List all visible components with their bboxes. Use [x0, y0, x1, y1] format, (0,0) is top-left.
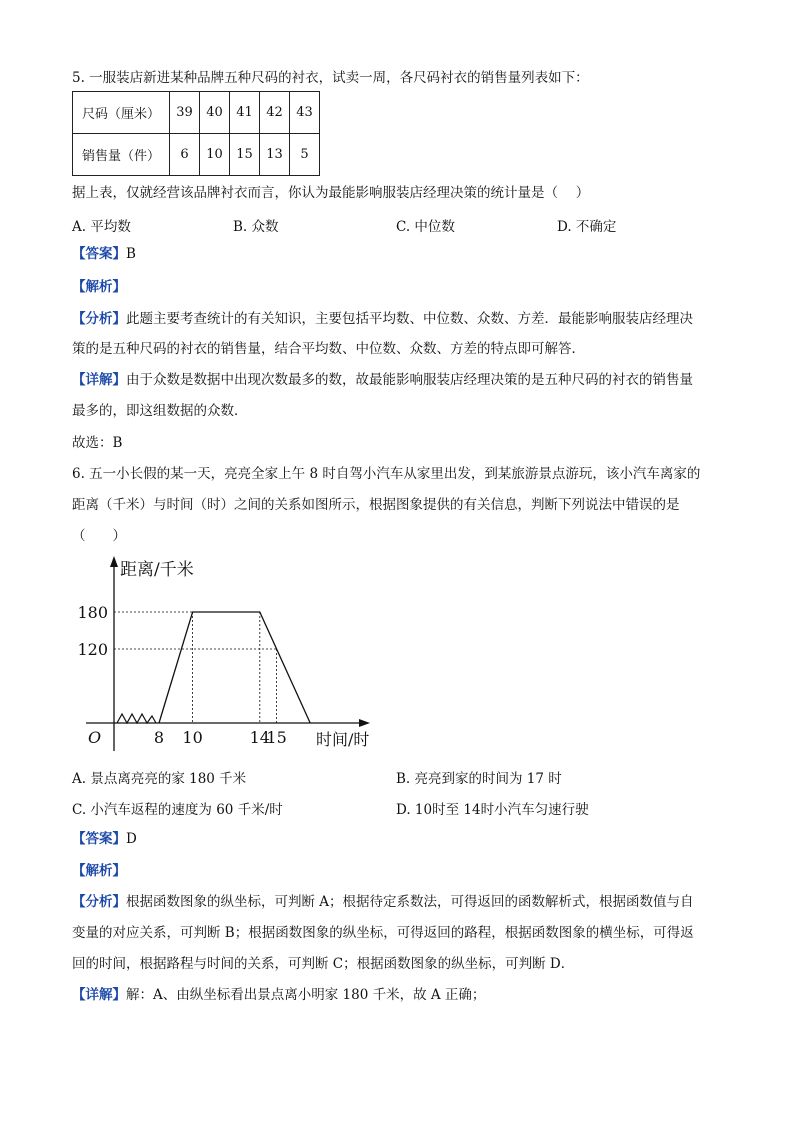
- analysis-tag: 【解析】: [72, 863, 126, 879]
- answer-value: B: [126, 246, 136, 262]
- q6-stem-line-3: （ ）: [72, 528, 126, 544]
- q6-analysis-heading: [72, 862, 126, 880]
- table-cell: 41: [230, 92, 260, 134]
- q5-option-c: C. 中位数: [396, 219, 455, 235]
- q6-stem-line-1: 6. 五一小长假的某一天，亮亮全家上午 8 时自驾小汽车从家里出发，到某旅游景点游玩，该小汽车离家的: [72, 466, 701, 482]
- table-cell: 39: [170, 92, 200, 134]
- q5-question: 据上表，仅就经营该品牌衬衣而言，你认为最能影响服装店经理决策的统计量是（ ）: [72, 185, 590, 201]
- fenxi-tag: 【分析】: [72, 311, 126, 327]
- table-cell: 10: [200, 134, 230, 176]
- q5-xiangjie-line-2: 最多的，即这组数据的众数．: [72, 403, 248, 419]
- xiangjie-tag: 【详解】: [72, 372, 126, 388]
- x-tick-label: 10: [182, 728, 203, 747]
- analysis-tag: 【解析】: [72, 279, 126, 295]
- fenxi-tag: 【分析】: [72, 894, 126, 910]
- table-header-cell: 尺码（厘米）: [73, 92, 170, 134]
- q6-option-a: A. 景点离亮亮的家 180 千米: [72, 771, 247, 787]
- distance-series-line: [159, 612, 310, 723]
- q6-fenxi-line-3: 回的时间，根据路程与时间的关系，可判断 C；根据函数图象的纵坐标，可判断 D．: [72, 956, 575, 972]
- q5-option-a: A. 平均数: [72, 219, 131, 235]
- xiangjie-tag: 【详解】: [72, 987, 126, 1003]
- x-tick-labels: [154, 728, 287, 747]
- table-cell: 15: [230, 134, 260, 176]
- xiangjie-text: 由于众数是数据中出现次数最多的数，故最能影响服装店经理决策的是五种尺码的衬衣的销售量: [126, 372, 693, 388]
- y-axis-arrow: [110, 556, 118, 567]
- table-row: [73, 92, 320, 134]
- q5-analysis-heading: [72, 278, 126, 296]
- q6-stem-line-2: 距离（千米）与时间（时）之间的关系如图所示，根据图象提供的有关信息，判断下列说法中错误的是: [72, 497, 680, 513]
- table-cell: 13: [260, 134, 290, 176]
- q5-stem: 5. 一服装店新进某种品牌五种尺码的衬衣，试卖一周，各尺码衬衣的销售量列表如下：: [72, 70, 589, 86]
- q6-fenxi-line-2: 变量的对应关系，可判断 B；根据函数图象的纵坐标，可得返回的路程，根据函数图象的横坐标，可得返: [72, 925, 694, 941]
- q5-fenxi-line-2: 策的是五种尺码的衬衣的销售量，结合平均数、中位数、众数、方差的特点即可解答．: [72, 341, 585, 357]
- axis-break-zigzag: [117, 714, 156, 723]
- fenxi-text: 此题主要考查统计的有关知识，主要包括平均数、中位数、众数、方差．最能影响服装店经理决: [126, 311, 693, 327]
- q6-option-c: C. 小汽车返程的速度为 60 千米/时: [72, 802, 283, 818]
- x-tick-label: 8: [153, 728, 165, 747]
- table-cell: 5: [290, 134, 320, 176]
- table-cell: 6: [170, 134, 200, 176]
- q6-option-d: D. 10时至 14时小汽车匀速行驶: [396, 802, 589, 818]
- table-row: [73, 134, 320, 176]
- distance-time-graph: [0, 548, 420, 758]
- y-tick-labels: [77, 603, 108, 659]
- table-cell: 42: [260, 92, 290, 134]
- q5-fenxi-line-1: [72, 310, 693, 328]
- guide-lines: [114, 612, 277, 723]
- answer-value: D: [126, 831, 137, 847]
- x-tick-label: 14: [249, 728, 270, 747]
- q6-answer: [72, 830, 137, 848]
- y-tick-label: 180: [77, 603, 108, 622]
- x-axis-label: 时间/时: [316, 730, 370, 749]
- answer-tag: 【答案】: [72, 246, 126, 262]
- graph-axes: [86, 556, 370, 751]
- x-axis-arrow: [359, 719, 370, 727]
- size-sales-table: [72, 91, 320, 176]
- table-header-cell: 销售量（件）: [73, 134, 170, 176]
- y-tick-label: 120: [77, 640, 108, 659]
- table-cell: 43: [290, 92, 320, 134]
- x-tick-label: 15: [266, 728, 287, 747]
- table-cell: 40: [200, 92, 230, 134]
- q6-option-b: B. 亮亮到家的时间为 17 时: [396, 771, 562, 787]
- y-axis-label: 距离/千米: [120, 560, 194, 580]
- q6-xiangjie-line-1: [72, 986, 485, 1004]
- answer-tag: 【答案】: [72, 831, 126, 847]
- q5-xiangjie-line-1: [72, 371, 693, 389]
- origin-label: O: [88, 728, 102, 747]
- q5-choice: 故选：B: [72, 435, 123, 451]
- fenxi-text: 根据函数图象的纵坐标，可判断 A；根据待定系数法，可得返回的函数解析式，根据函数值与自: [126, 894, 694, 910]
- q5-option-d: D. 不确定: [557, 219, 617, 235]
- xiangjie-text: 解：A、由纵坐标看出景点离小明家 180 千米，故 A 正确；: [126, 987, 486, 1003]
- q5-option-b: B. 众数: [233, 219, 279, 235]
- q5-answer: [72, 245, 136, 263]
- q6-fenxi-line-1: [72, 893, 694, 911]
